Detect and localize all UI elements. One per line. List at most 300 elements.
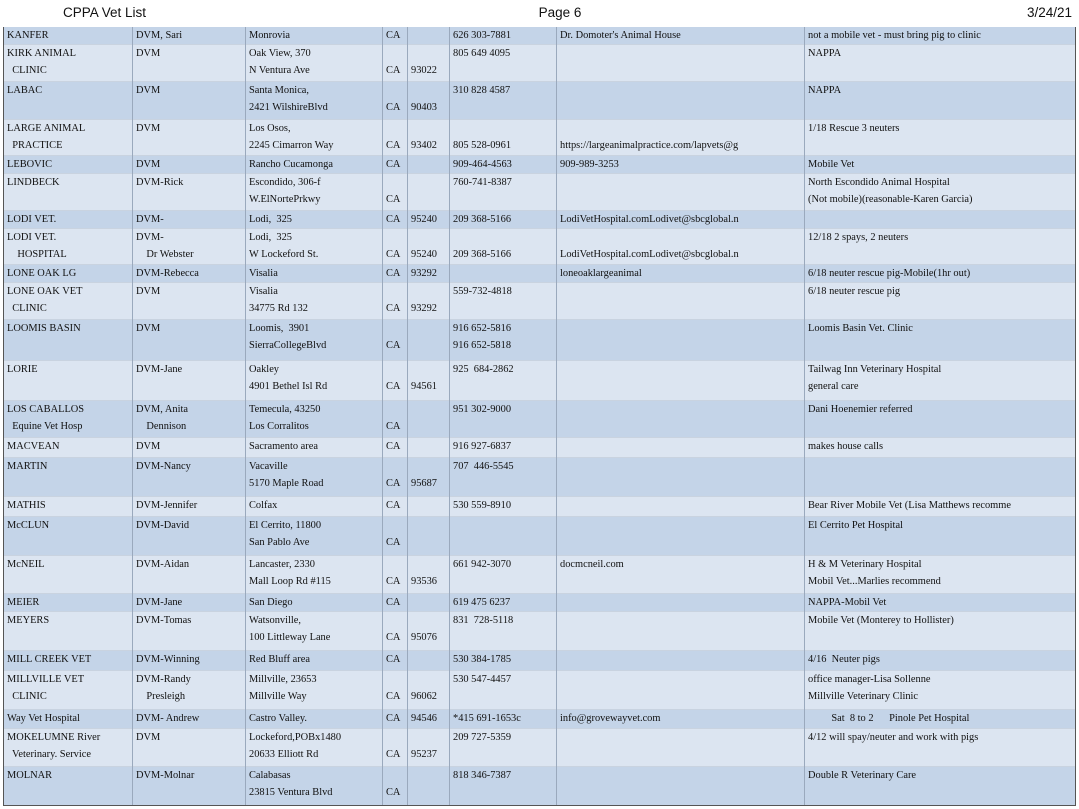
state-value: CA (386, 477, 401, 489)
vet-name-cell (4, 516, 133, 555)
table-row (4, 45, 1076, 82)
cell-line: LodiVetHospital.comLodivet@sbcglobal.n (560, 249, 739, 261)
cell-line: San Diego (249, 596, 293, 608)
vet-name-cell (4, 155, 133, 173)
notes-cell (805, 360, 1076, 400)
contact-cell (557, 229, 805, 265)
cell-line: Colfax (249, 499, 278, 511)
cell-line: North Escondido Animal Hospital (808, 176, 950, 188)
table-row (4, 173, 1076, 210)
cell-line: 6/18 neuter rescue pig-Mobile(1hr out) (808, 267, 971, 279)
cell-line: LARGE ANIMAL (7, 122, 86, 134)
zip-cell (408, 119, 450, 155)
cell-line: San Pablo Ave (249, 536, 310, 548)
cell-line (560, 458, 804, 475)
cell-line: 626 303-7881 (453, 30, 512, 41)
cell-line: W Lockeford St. (249, 249, 319, 261)
cell-line: 619 475 6237 (453, 596, 511, 608)
vet-list-table (3, 27, 1076, 806)
notes-cell (805, 611, 1076, 650)
cell-line (560, 320, 804, 337)
document-title: CPPA Vet List (63, 5, 147, 20)
cell-line: Millville Way (249, 691, 307, 703)
notes-cell (805, 264, 1076, 282)
address-cell (246, 360, 383, 400)
vet-name-cell (4, 457, 133, 496)
table-row (4, 27, 1076, 45)
cell-line: DVM (136, 122, 161, 134)
cell-line: DVM-Nancy (136, 460, 191, 472)
cell-line: LONE OAK LG (7, 267, 77, 279)
address-cell (246, 283, 383, 320)
cell-line: 209 727-5359 (453, 732, 512, 744)
vet-name-cell (4, 400, 133, 438)
phone-cell (450, 119, 557, 155)
zip-cell (408, 229, 450, 265)
cell-line: El Cerrito Pet Hospital (808, 519, 903, 531)
state-value: CA (386, 303, 401, 315)
address-cell (246, 593, 383, 611)
cell-line: Dennison (136, 420, 187, 432)
address-cell (246, 27, 383, 45)
zip-cell (408, 438, 450, 457)
cell-line: DVM-Jane (136, 363, 183, 375)
cell-line: DVM-Jane (136, 596, 183, 608)
cell-line: DVM-Rebecca (136, 267, 199, 279)
zip-value: 93402 (411, 139, 437, 151)
page-number: Page 6 (538, 5, 582, 20)
state-cell (383, 650, 408, 670)
cell-line: LINDBECK (7, 176, 60, 188)
state-value: CA (386, 249, 401, 261)
vet-title-cell (133, 82, 246, 120)
cell-line: Visalia (249, 286, 278, 298)
notes-cell (805, 729, 1076, 767)
zip-cell (408, 319, 450, 360)
cell-line: KANFER (7, 30, 49, 41)
cell-line (808, 458, 1075, 475)
phone-cell (450, 173, 557, 210)
table-row (4, 360, 1076, 400)
notes-cell (805, 45, 1076, 82)
address-cell (246, 650, 383, 670)
cell-line: LOOMIS BASIN (7, 322, 81, 334)
vet-title-cell (133, 457, 246, 496)
cell-line: DVM-David (136, 519, 190, 531)
cell-line: CLINIC (7, 303, 47, 315)
vet-name-cell (4, 767, 133, 806)
cell-line: Mobile Vet (Monterey to Hollister) (808, 614, 954, 626)
table-row (4, 119, 1076, 155)
zip-cell (408, 671, 450, 710)
cell-line: Castro Valley. (249, 712, 308, 724)
cell-line (560, 594, 804, 611)
contact-cell (557, 27, 805, 45)
contact-cell (557, 400, 805, 438)
contact-cell (557, 45, 805, 82)
cell-line: loneoaklargeanimal (560, 267, 642, 279)
vet-name-cell (4, 671, 133, 710)
vet-title-cell (133, 173, 246, 210)
cell-line (808, 211, 1075, 228)
cell-line: 5170 Maple Road (249, 477, 324, 489)
zip-value: 95687 (411, 477, 437, 489)
cell-line: Vacaville (249, 460, 288, 472)
cell-line: McNEIL (7, 558, 45, 570)
address-cell (246, 438, 383, 457)
address-cell (246, 45, 383, 82)
vet-title-cell (133, 611, 246, 650)
cell-line: 530 559-8910 (453, 499, 512, 511)
vet-title-cell (133, 229, 246, 265)
address-cell (246, 611, 383, 650)
cell-line: 805 528-0961 (453, 139, 512, 151)
cell-line: Lancaster, 2330 (249, 558, 315, 570)
cell-line: MEYERS (7, 614, 50, 626)
cell-line: 1/18 Rescue 3 neuters (808, 122, 900, 134)
zip-cell (408, 593, 450, 611)
page-header (0, 0, 1079, 28)
cell-line (560, 82, 804, 99)
cell-line: Mall Loop Rd #115 (249, 575, 331, 587)
vet-title-cell (133, 45, 246, 82)
address-cell (246, 555, 383, 593)
state-value: CA (386, 139, 401, 151)
zip-value: 93292 (411, 303, 437, 315)
cell-line: SierraCollegeBlvd (249, 339, 327, 351)
cell-line: LONE OAK VET (7, 286, 83, 298)
contact-cell (557, 729, 805, 767)
state-value: CA (386, 596, 401, 608)
notes-cell (805, 27, 1076, 45)
address-cell (246, 82, 383, 120)
cell-line (560, 283, 804, 300)
cell-line: NAPPA-Mobil Vet (808, 596, 887, 608)
zip-value: 96062 (411, 691, 437, 703)
state-value: CA (386, 380, 401, 392)
vet-name-cell (4, 729, 133, 767)
cell-line (560, 401, 804, 418)
cell-line: Loomis Basin Vet. Clinic (808, 322, 913, 334)
cell-line: Millville Veterinary Clinic (808, 691, 919, 703)
table-row (4, 264, 1076, 282)
zip-cell (408, 555, 450, 593)
cell-line: LodiVetHospital.comLodivet@sbcglobal.n (560, 213, 739, 225)
cell-line: 909-989-3253 (560, 158, 619, 170)
cell-line: makes house calls (808, 441, 884, 453)
contact-cell (557, 82, 805, 120)
table-row (4, 611, 1076, 650)
cell-line: NAPPA (808, 48, 842, 60)
address-cell (246, 516, 383, 555)
contact-cell (557, 767, 805, 806)
cell-line: 530 547-4457 (453, 674, 512, 686)
zip-value: 93536 (411, 575, 437, 587)
notes-cell (805, 650, 1076, 670)
vet-name-cell (4, 438, 133, 457)
cell-line: Sacramento area (249, 441, 318, 453)
contact-cell (557, 709, 805, 728)
contact-cell (557, 119, 805, 155)
cell-line: 4/16 Neuter pigs (808, 653, 880, 665)
vet-title-cell (133, 360, 246, 400)
state-value: CA (386, 536, 401, 548)
address-cell (246, 155, 383, 173)
address-cell (246, 319, 383, 360)
state-cell (383, 210, 408, 228)
state-value: CA (386, 653, 401, 665)
cell-line (560, 174, 804, 191)
state-cell (383, 457, 408, 496)
vet-title-cell (133, 319, 246, 360)
phone-cell (450, 767, 557, 806)
table-row (4, 709, 1076, 728)
cell-line (560, 612, 804, 629)
notes-cell (805, 457, 1076, 496)
state-value: CA (386, 420, 401, 432)
state-value: CA (386, 749, 401, 761)
cell-line: Bear River Mobile Vet (Lisa Matthews recomme (808, 499, 1011, 511)
contact-cell (557, 283, 805, 320)
state-cell (383, 82, 408, 120)
table-row (4, 319, 1076, 360)
state-cell (383, 119, 408, 155)
cell-line: https://largeanimalpractice.com/lapvets@g (560, 139, 739, 151)
vet-name-cell (4, 82, 133, 120)
contact-cell (557, 593, 805, 611)
cell-line: 310 828 4587 (453, 85, 511, 97)
table-row (4, 671, 1076, 710)
state-cell (383, 319, 408, 360)
state-value: CA (386, 499, 401, 511)
notes-cell (805, 496, 1076, 516)
vet-title-cell (133, 496, 246, 516)
address-cell (246, 671, 383, 710)
table-row (4, 593, 1076, 611)
notes-cell (805, 555, 1076, 593)
cell-line: PRACTICE (7, 139, 63, 151)
cell-line: 209 368-5166 (453, 249, 512, 261)
cell-line: Temecula, 43250 (249, 403, 321, 415)
zip-value: 95076 (411, 631, 437, 643)
zip-cell (408, 767, 450, 806)
phone-cell (450, 709, 557, 728)
contact-cell (557, 555, 805, 593)
cell-line (560, 361, 804, 378)
cell-line: MACVEAN (7, 441, 60, 453)
vet-name-cell (4, 210, 133, 228)
state-value: CA (386, 575, 401, 587)
state-cell (383, 555, 408, 593)
zip-value: 95237 (411, 749, 437, 761)
cell-line: 951 302-9000 (453, 403, 512, 415)
cell-line (453, 517, 556, 534)
cell-line: Oak View, 370 (249, 48, 311, 60)
cell-line: DVM-Molnar (136, 770, 195, 782)
cell-line: DVM-Jennifer (136, 499, 198, 511)
contact-cell (557, 173, 805, 210)
cell-line: Tailwag Inn Veterinary Hospital (808, 363, 942, 375)
vet-name-cell (4, 593, 133, 611)
cell-line: DVM-Rick (136, 176, 184, 188)
cell-line: HOSPITAL (7, 249, 67, 261)
cell-line: Oakley (249, 363, 280, 375)
zip-value: 94561 (411, 380, 437, 392)
cell-line (560, 729, 804, 746)
cell-line: Presleigh (136, 691, 186, 703)
cell-line (560, 45, 804, 62)
address-cell (246, 709, 383, 728)
cell-line (453, 265, 556, 282)
zip-cell (408, 283, 450, 320)
notes-cell (805, 709, 1076, 728)
cell-line: Dani Hoenemier referred (808, 403, 913, 415)
cell-line: LEBOVIC (7, 158, 53, 170)
state-cell (383, 229, 408, 265)
cell-line: 20633 Elliott Rd (249, 749, 319, 761)
cell-line: *415 691-1653c (453, 712, 521, 724)
cell-line: DVM-Tomas (136, 614, 192, 626)
contact-cell (557, 496, 805, 516)
phone-cell (450, 729, 557, 767)
state-cell (383, 438, 408, 457)
vet-name-cell (4, 119, 133, 155)
phone-cell (450, 400, 557, 438)
phone-cell (450, 283, 557, 320)
zip-cell (408, 82, 450, 120)
cell-line: Visalia (249, 267, 278, 279)
notes-cell (805, 229, 1076, 265)
cell-line: 916 927-6837 (453, 441, 512, 453)
address-cell (246, 229, 383, 265)
zip-value: 95240 (411, 213, 437, 225)
cell-line: 12/18 2 spays, 2 neuters (808, 232, 909, 244)
vet-name-cell (4, 319, 133, 360)
zip-cell (408, 210, 450, 228)
cell-line: DVM (136, 732, 161, 744)
cell-line: DVM (136, 286, 161, 298)
table-row (4, 438, 1076, 457)
contact-cell (557, 210, 805, 228)
vet-title-cell (133, 27, 246, 45)
cell-line: MILL CREEK VET (7, 653, 92, 665)
vet-name-cell (4, 229, 133, 265)
cell-line: 209 368-5166 (453, 213, 512, 225)
state-cell (383, 767, 408, 806)
cell-line (560, 517, 804, 534)
notes-cell (805, 767, 1076, 806)
cell-line: Lodi, 325 (249, 213, 293, 225)
cell-line: Way Vet Hospital (7, 712, 80, 724)
cell-line: El Cerrito, 11800 (249, 519, 322, 531)
notes-cell (805, 319, 1076, 360)
table-row (4, 457, 1076, 496)
table-row (4, 767, 1076, 806)
cell-line: MILLVILLE VET (7, 674, 85, 686)
cell-line: 818 346-7387 (453, 770, 512, 782)
address-cell (246, 173, 383, 210)
cell-line: MEIER (7, 596, 40, 608)
cell-line: DVM-Randy (136, 674, 191, 686)
contact-cell (557, 360, 805, 400)
vet-name-cell (4, 650, 133, 670)
cell-line: Sat 8 to 2 Pinole Pet Hospital (808, 712, 970, 724)
cell-line: 831 728-5118 (453, 614, 514, 626)
zip-cell (408, 264, 450, 282)
cell-line: 760-741-8387 (453, 176, 512, 188)
zip-value: 93292 (411, 267, 437, 279)
state-cell (383, 671, 408, 710)
cell-line: 805 649 4095 (453, 48, 511, 60)
cell-line: Equine Vet Hosp (7, 420, 83, 432)
cell-line: DVM (136, 441, 161, 453)
cell-line (560, 438, 804, 455)
cell-line: info@grovewayvet.com (560, 712, 661, 724)
vet-title-cell (133, 210, 246, 228)
cell-line: DVM- Andrew (136, 712, 200, 724)
state-value: CA (386, 339, 401, 351)
table-row (4, 82, 1076, 120)
cell-line: MATHIS (7, 499, 46, 511)
table-row (4, 729, 1076, 767)
notes-cell (805, 283, 1076, 320)
state-value: CA (386, 267, 401, 279)
zip-value: 90403 (411, 102, 437, 114)
cell-line: 2421 WilshireBlvd (249, 102, 328, 114)
table-row (4, 283, 1076, 320)
notes-cell (805, 210, 1076, 228)
cell-line: Watsonville, (249, 614, 301, 626)
vet-name-cell (4, 27, 133, 45)
cell-line (560, 120, 804, 137)
cell-line: Los Corralitos (249, 420, 309, 432)
cell-line (560, 229, 804, 246)
phone-cell (450, 650, 557, 670)
cell-line (560, 651, 804, 668)
cell-line: 661 942-3070 (453, 558, 512, 570)
address-cell (246, 400, 383, 438)
state-cell (383, 360, 408, 400)
cell-line: Dr Webster (136, 249, 194, 261)
contact-cell (557, 319, 805, 360)
cell-line: 916 652-5816 (453, 322, 512, 334)
state-cell (383, 709, 408, 728)
cell-line: DVM, Sari (136, 30, 183, 41)
cell-line: NAPPA (808, 85, 842, 97)
zip-cell (408, 400, 450, 438)
address-cell (246, 729, 383, 767)
zip-value: 95240 (411, 249, 437, 261)
state-cell (383, 27, 408, 45)
cell-line: 559-732-4818 (453, 286, 512, 298)
cell-line: office manager-Lisa Sollenne (808, 674, 931, 686)
state-cell (383, 45, 408, 82)
cell-line: McCLUN (7, 519, 50, 531)
phone-cell (450, 516, 557, 555)
cell-line: Calabasas (249, 770, 291, 782)
contact-cell (557, 650, 805, 670)
zip-cell (408, 650, 450, 670)
state-value: CA (386, 158, 401, 170)
cell-line: 530 384-1785 (453, 653, 512, 665)
state-value: CA (386, 787, 401, 799)
table-row (4, 650, 1076, 670)
cell-line: LODI VET. (7, 232, 57, 244)
vet-name-cell (4, 173, 133, 210)
table-row (4, 155, 1076, 173)
table-row (4, 229, 1076, 265)
state-cell (383, 400, 408, 438)
